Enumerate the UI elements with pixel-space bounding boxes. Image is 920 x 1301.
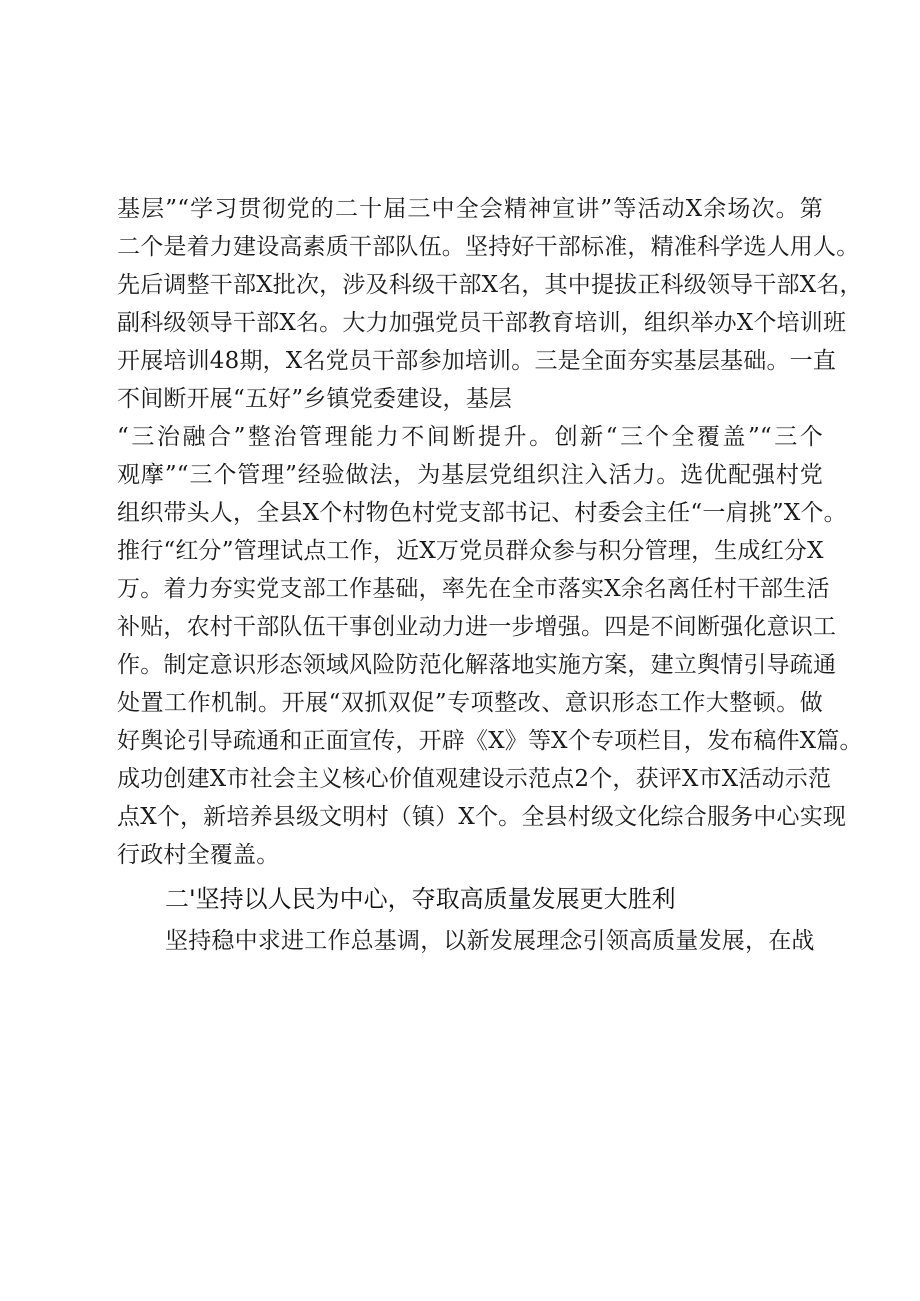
- paragraph-line: 副科级领导干部X名。大力加强党员干部教育培训，组织举办X个培训班: [117, 310, 847, 336]
- paragraph-line: 推行“红分”管理试点工作，近X万党员群众参与积分管理，生成红分X: [117, 538, 824, 564]
- paragraph-line: 坚持稳中求进工作总基调，以新发展理念引领高质量发展，在战: [165, 928, 815, 954]
- paragraph-line: 基层”“学习贯彻党的二十届三中全会精神宣讲”等活动X余场次。第: [117, 196, 823, 222]
- paragraph-line: 组织带头人，全县X个村物色村党支部书记、村委会主任“一肩挑”X个。: [117, 500, 847, 526]
- paragraph-line: 先后调整干部X批次，涉及科级干部X名，其中提拔正科级领导干部X名，: [117, 272, 863, 298]
- paragraph-line: 不间断开展“五好”乡镇党委建设，基层: [117, 386, 513, 412]
- paragraph-line: 行政村全覆盖。: [117, 842, 280, 868]
- paragraph-line: “三治融合”整治管理能力不间断提升。创新“三个全覆盖”“三个: [117, 424, 823, 450]
- paragraph-line: 开展培训48期，X名党员干部参加培训。三是全面夯实基层基础。一直: [117, 348, 837, 374]
- paragraph-line: 观摩”“三个管理”经验做法，为基层党组织注入活力。选优配强村党: [117, 462, 823, 488]
- paragraph-line: 点X个，新培养县级文明村（镇）X个。全县村级文化综合服务中心实现: [117, 804, 847, 830]
- paragraph-line: 万。着力夯实党支部工作基础，率先在全市落实X余名离任村干部生活: [117, 576, 830, 602]
- paragraph-line: 作。制定意识形态领域风险防范化解落地实施方案，建立舆情引导疏通: [117, 652, 837, 678]
- paragraph-line: 补贴，农村干部队伍干事创业动力进一步增强。四是不间断强化意识工: [117, 614, 837, 640]
- paragraph-line: 二个是着力建设高素质干部队伍。坚持好干部标准，精准科学选人用人。: [117, 234, 860, 260]
- paragraph-line: 好舆论引导疏通和正面宣传，开辟《X》等X个专项栏目，发布稿件X篇。: [117, 728, 863, 754]
- paragraph-line: 成功创建X市社会主义核心价值观建设示范点2个，获评X市X活动示范: [117, 766, 832, 792]
- section-heading: 二'坚持以人民为中心，夺取高质量发展更大胜利: [165, 885, 676, 913]
- paragraph-line: 处置工作机制。开展“双抓双促”专项整改、意识形态工作大整顿。做: [117, 690, 823, 716]
